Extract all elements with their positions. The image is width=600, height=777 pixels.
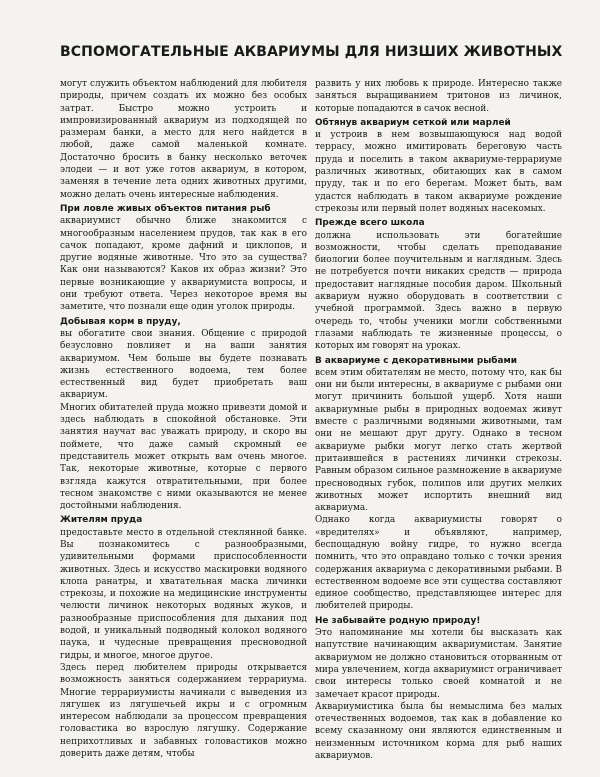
paragraph: Многих обитателей пруда можно привезти домой и здесь наблюдать в спокойной обстановке. Эти занятия научат вас уважать природу, и скоро вы поймете, что даже самый скромный ее представитель может открыть вам очень многое. Так, некоторые животные, которые с первого взгляда кажутся отвратительными, при более тесном знакомстве с ними оказываются не менее достойными наблюдения. [60,402,307,512]
section-heading: Не забывайте родную природу! [315,615,481,626]
section-heading: В аквариуме с декоративными рыбами [315,355,517,366]
paragraph: Однако когда аквариумисты говорят о «вредителях» и объявляют, например, беспощадную войну гидре, то нужно всегда помнить, что это оправдано только с точки зрения содержания аквариума с декоративными рыбами. В естественном водоеме все эти существа составляют единое сообщество, представляющее интерес для любителей природы. [315,515,562,612]
paragraph: вы обогатите свои знания. Общение с природой безусловно повлияет и на ваши занятия аквариумом. Чем больше вы будете познавать жизнь естественного водоема, тем более естественный вид будет приобретать ваш аквариум. [60,328,307,401]
paragraph: всем этим обитателям не место, потому что, как бы они ни были интересны, в аквариуме с рыбами они могут причинить большой ущерб. Хотя наши аквариумные рыбы в природных водоемах живут вместе с различными водяными животными, там они не мешают друг другу. Однако в тесном аквариуме рыбки могут легко стать жертвой притаившейся в растениях личинки стрекозы. Равным образом сильное размножение в аквариуме пресноводных губок, полипов или других мелких животных может испортить внешний вид аквариума. [315,367,562,514]
left-column [60,78,307,760]
section-heading: Прежде всего школа [315,218,425,229]
paragraph: развить у них любовь к природе. Интересно также заняться выращиванием тритонов из личинок, которые попадаются в сачок весной. [315,79,562,114]
paragraph: Здесь перед любителем природы открывается возможность заняться содержанием террариума. Многие террариумисты начинали с выведения из лягушек из лягушечьей икры и с огромным интересом наблюдали за процессом превращения головастика во взрослую лягушку. Содержание неприхотливых и забавных головастиков можно доверить даже детям, чтобы [60,662,307,760]
paragraph: должна использовать эти богатейшие возможности, чтобы сделать преподавание биологии более поучительным и наглядным. Здесь не потребуется почти никаких средств — природа предоставит наглядные пособия даром. Школьный аквариум нужно оборудовать в соответствии с учебной программой. Здесь важно в первую очередь то, чтобы ученики могли собственными глазами наблюдать те жизненные процессы, о которых им говорят на уроках. [315,230,562,352]
section-heading: Обтянув аквариум сеткой или марлей [315,117,511,128]
section-heading: Добывая корм в пруду, [60,316,181,327]
paragraph: Это напоминание мы хотели бы высказать как напутствие начинающим аквариумистам. Занятие аквариумом не должно становиться оторванным от мира увлечением, когда аквариумист ограничивает свои интересы только своей комнатой и не замечает красот природы. [315,628,562,700]
paragraph: и устроив в нем возвышающуюся над водой террасу, можно имитировать береговую часть пруда и поселить в таком аквариуме-террариуме различных животных, обитающих как в самом пруду, так и по его берегам. Может быть, вам удастся наблюдать в таком аквариуме рождение стрекозы или первый полет водяных насекомых. [315,130,562,214]
right-column [315,78,562,762]
paragraph: предоставьте место в отдельной стеклянной банке. Вы познакомитесь с разнообразными, удивительными формами приспособленности животных. Здесь и искусство маскировки водяного клопа ранатры, и хватательная маска личинки стрекозы, и похожие на медицинские инструменты челюсти личинок некоторых водяных жуков, и разнообразные приспособления для дыхания под водой, и уникальный подводный колокол водяного паука, и чудесные превращения пресноводной гидры, и многое, многое другое. [60,527,307,661]
paragraph: Аквариумистика была бы немыслима без малых отечественных водоемов, так как в добавление ко всему сказанному они являются единственным и неизменным источником корма для рыб наших аквариумов. [315,701,562,762]
paragraph: могут служить объектом наблюдений для любителя природы, причем создать их можно без особых затрат. Быстро можно устроить и импровизированный аквариум из подходящей по размерам банки, а место для него найдется в любой, даже самой маленькой комнате. Достаточно бросить в банку несколько веточек элодеи — и вот уже готов аквариум, в котором, заменяя в течение лета одних животных другими, можно делать очень интересные наблюдения. [60,79,307,200]
page-title: ВСПОМОГАТЕЛЬНЫЕ АКВАРИУМЫ ДЛЯ НИЗШИХ ЖИВОТНЫХ [60,44,563,60]
section-heading: При ловле живых объектов питания рыб [60,203,271,214]
section-heading: Жителям пруда [60,515,143,526]
paragraph: аквариумист обычно ближе знакомится с многообразным населением прудов, так как в его сачок попадают, кроме дафний и циклопов, и другие водяные животные. Что это за существа? Как они называются? Каков их образ жизни? Это первые возникающие у аквариумиста вопросы, и они требуют ответа. Через некоторое время вы заметите, что познали еще один уголок природы. [60,216,307,313]
